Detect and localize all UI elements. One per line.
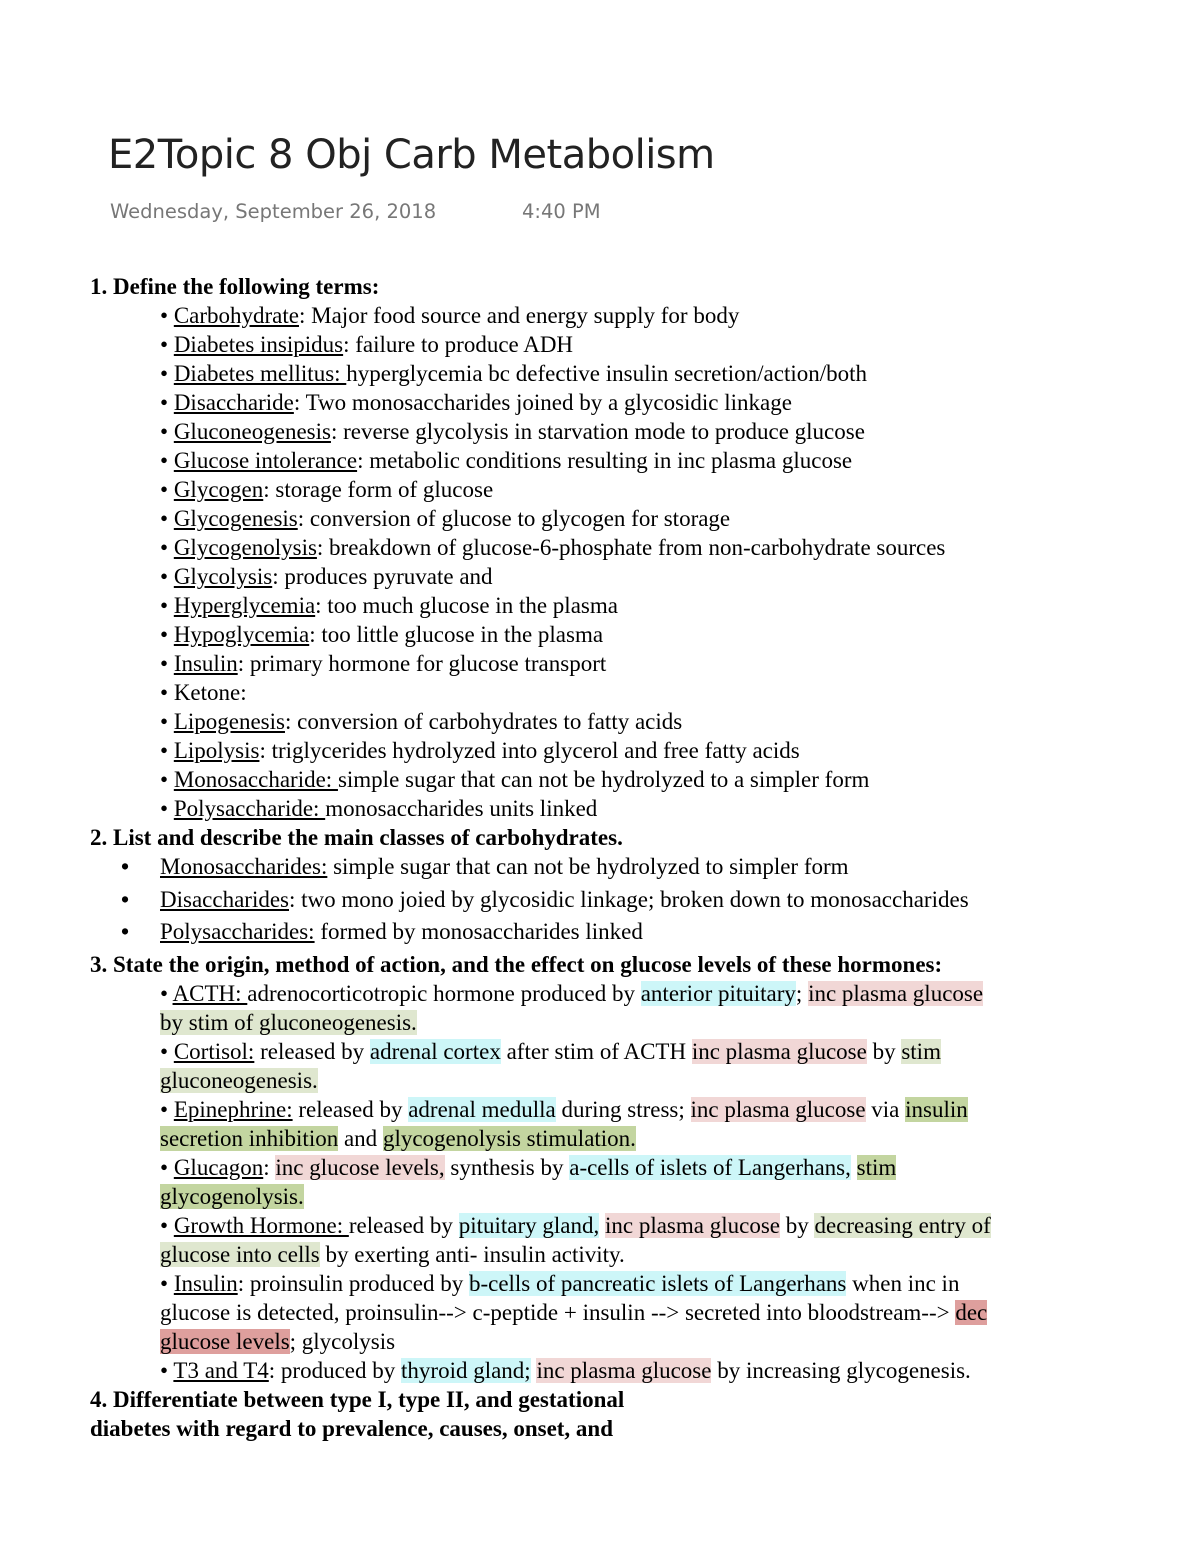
definition-item: • Glucose intolerance: metabolic conditions resulting in inc plasma glucose	[160, 448, 853, 473]
carb-class-term: Polysaccharides:	[160, 919, 315, 944]
definition-term: Carbohydrate	[173, 303, 299, 328]
carb-class-term: Monosaccharides:	[160, 854, 328, 879]
origin-highlight: adrenal medulla	[408, 1096, 556, 1122]
q1-heading: 1. Define the following terms:	[90, 274, 380, 299]
definition-item: • Lipogenesis: conversion of carbohydrates to fatty acids	[160, 709, 683, 734]
definition-text: : produces pyruvate and	[272, 564, 493, 589]
q2-class-list	[90, 852, 1150, 950]
origin-highlight: pituitary gland,	[458, 1212, 600, 1238]
q4-heading-line-1: 4. Differentiate between type I, type II, and gestational	[90, 1386, 625, 1412]
carb-class-item	[90, 885, 1150, 918]
definition-term: Glycogenolysis	[173, 535, 317, 560]
carb-class-text: formed by monosaccharides linked	[314, 919, 643, 944]
carb-class-term: Disaccharides	[160, 886, 289, 912]
origin-highlight: anterior pituitary	[640, 980, 796, 1006]
action-highlight: gluconeogenesis.	[160, 1067, 318, 1093]
definition-term: Monosaccharide:	[173, 767, 338, 792]
hormone-insulin-cont-2: glucose levels; glycolysis	[160, 1328, 396, 1354]
definition-text: : Major food source and energy supply for body	[299, 303, 740, 328]
hormone-epinephrine: • Epinephrine: released by adrenal medulla during stress; inc plasma glucose via insulin	[160, 1096, 968, 1122]
hormone-term: Insulin	[173, 1270, 238, 1296]
effect-highlight: inc plasma glucose	[691, 1038, 867, 1064]
definition-term: Glycolysis	[173, 564, 273, 589]
hormone-growth-hormone: • Growth Hormone: released by pituitary gland, inc plasma glucose by decreasing entry of	[160, 1212, 991, 1238]
action-highlight: secretion inhibition	[160, 1125, 339, 1151]
hormone-epinephrine-cont: secretion inhibition and glycogenolysis stimulation.	[160, 1125, 636, 1151]
hormone-glucagon-cont	[90, 1182, 1150, 1211]
bullet-icon: •	[120, 854, 130, 879]
definition-item: • Glycolysis: produces pyruvate and	[160, 564, 493, 589]
definition-text: : primary hormone for glucose transport	[237, 651, 607, 676]
definition-text: : conversion of carbohydrates to fatty acids	[284, 709, 683, 734]
definition-item: • Ketone:	[160, 680, 247, 705]
effect-highlight: inc glucose levels,	[275, 1154, 445, 1180]
effect-highlight: glucose levels	[160, 1328, 290, 1354]
effect-highlight: inc plasma glucose	[690, 1096, 866, 1122]
definition-term: Glycogen	[173, 477, 264, 502]
definition-text: : conversion of glucose to glycogen for storage	[297, 506, 731, 531]
action-highlight: insulin	[905, 1096, 968, 1122]
definition-item: • Glycogen: storage form of glucose	[160, 477, 494, 502]
definition-term: Lipogenesis	[173, 709, 285, 734]
definition-item: • Disaccharide: Two monosaccharides joined by a glycosidic linkage	[160, 390, 792, 415]
definition-item: • Lipolysis: triglycerides hydrolyzed into glycerol and free fatty acids	[160, 738, 800, 763]
q2-heading: 2. List and describe the main classes of carbohydrates.	[90, 825, 623, 850]
action-highlight: decreasing entry of	[814, 1212, 991, 1238]
definition-text: : triglycerides hydrolyzed into glycerol and free fatty acids	[259, 738, 800, 763]
definition-text: Ketone:	[173, 680, 247, 705]
definition-item: • Hypoglycemia: too little glucose in the plasma	[160, 622, 604, 647]
hormone-term: Cortisol:	[173, 1038, 255, 1064]
carb-class-item	[90, 852, 1150, 885]
note-body	[90, 272, 1150, 1443]
carb-class-text: simple sugar that can not be hydrolyzed to simpler form	[327, 854, 849, 879]
definition-text: hyperglycemia bc defective insulin secretion/action/both	[346, 361, 868, 386]
definition-term: Glycogenesis	[173, 506, 298, 531]
hormone-insulin-cont: glucose is detected, proinsulin--> c-peptide + insulin --> secreted into bloodstream--> dec	[160, 1299, 988, 1325]
definition-item: • Gluconeogenesis: reverse glycolysis in starvation mode to produce glucose	[160, 419, 865, 444]
hormone-term: T3 and T4	[173, 1357, 269, 1383]
definition-term: Gluconeogenesis	[173, 419, 331, 444]
effect-highlight: inc plasma glucose	[536, 1357, 712, 1383]
carb-class-text: : two mono joied by glycosidic linkage; broken down to monosaccharides	[289, 886, 969, 912]
definition-text: monosaccharides units linked	[325, 796, 598, 821]
hormone-t3-t4: • T3 and T4: produced by thyroid gland; inc plasma glucose by increasing glycogenesis.	[160, 1357, 971, 1383]
definition-text: : Two monosaccharides joined by a glycosidic linkage	[293, 390, 792, 415]
definition-item: • Diabetes mellitus: hyperglycemia bc defective insulin secretion/action/both	[160, 361, 868, 386]
carb-class-item	[90, 917, 1150, 950]
definition-item: • Diabetes insipidus: failure to produce ADH	[160, 332, 574, 357]
effect-highlight: dec	[955, 1299, 988, 1325]
effect-highlight: inc plasma glucose	[604, 1212, 780, 1238]
definition-term: Insulin	[173, 651, 238, 676]
action-highlight: glycogenolysis.	[160, 1183, 304, 1209]
hormone-cortisol: • Cortisol: released by adrenal cortex after stim of ACTH inc plasma glucose by stim	[160, 1038, 941, 1064]
definition-text: : breakdown of glucose-6-phosphate from non-carbohydrate sources	[316, 535, 946, 560]
hormone-cortisol-cont	[90, 1066, 1150, 1095]
bullet-icon: •	[120, 886, 130, 912]
definition-item: • Glycogenesis: conversion of glucose to glycogen for storage	[160, 506, 731, 531]
definition-term: Glucose intolerance	[173, 448, 358, 473]
definition-text: simple sugar that can not be hydrolyzed to a simpler form	[337, 767, 870, 792]
origin-highlight: a-cells of islets of Langerhans,	[569, 1154, 851, 1180]
origin-highlight: b-cells of pancreatic islets of Langerhans	[468, 1270, 847, 1296]
definition-term: Polysaccharide:	[173, 796, 326, 821]
hormone-term: Glucagon	[173, 1154, 264, 1180]
definition-text: : metabolic conditions resulting in inc plasma glucose	[357, 448, 853, 473]
action-highlight: glycogenolysis stimulation.	[382, 1125, 636, 1151]
definition-term: Lipolysis	[173, 738, 260, 763]
definition-item: • Hyperglycemia: too much glucose in the plasma	[160, 593, 618, 618]
hormone-insulin: • Insulin: proinsulin produced by b-cells of pancreatic islets of Langerhans when inc in	[160, 1270, 960, 1296]
origin-highlight: adrenal cortex	[369, 1038, 501, 1064]
page-date: Wednesday, September 26, 2018	[110, 200, 437, 223]
page-title: E2Topic 8 Obj Carb Metabolism	[108, 132, 715, 178]
origin-highlight: thyroid gland;	[401, 1357, 531, 1383]
definition-text: : reverse glycolysis in starvation mode to produce glucose	[330, 419, 865, 444]
action-highlight: stim	[856, 1154, 897, 1180]
effect-highlight: inc plasma glucose	[808, 980, 984, 1006]
hormone-term: Growth Hormone:	[173, 1212, 349, 1238]
hormone-glucagon: • Glucagon: inc glucose levels, synthesis by a-cells of islets of Langerhans, stim	[160, 1154, 897, 1180]
q3-heading: 3. State the origin, method of action, and the effect on glucose levels of these hormones:	[90, 951, 943, 977]
hormone-acth-cont	[90, 1008, 1150, 1037]
q4-heading-line-2: diabetes with regard to prevalence, causes, onset, and	[90, 1415, 614, 1441]
definition-item: • Glycogenolysis: breakdown of glucose-6-phosphate from non-carbohydrate sources	[160, 535, 946, 560]
page-time: 4:40 PM	[522, 200, 601, 223]
hormone-term: Epinephrine:	[173, 1096, 293, 1122]
definition-item: • Insulin: primary hormone for glucose transport	[160, 651, 607, 676]
action-highlight: stim	[901, 1038, 941, 1064]
definition-term: Hyperglycemia	[173, 593, 316, 618]
definition-text: : too little glucose in the plasma	[309, 622, 604, 647]
action-highlight: glucose into cells	[160, 1241, 320, 1267]
definition-term: Diabetes mellitus:	[173, 361, 347, 386]
definition-term: Disaccharide	[173, 390, 294, 415]
definition-term: Hypoglycemia	[173, 622, 310, 647]
definition-item: • Carbohydrate: Major food source and energy supply for body	[160, 303, 740, 328]
hormone-term: ACTH:	[172, 980, 248, 1006]
definition-text: : too much glucose in the plasma	[315, 593, 618, 618]
bullet-icon: •	[120, 919, 130, 944]
hormone-acth: • ACTH: adrenocorticotropic hormone produced by anterior pituitary; inc plasma glucose	[160, 980, 984, 1006]
definition-text: : failure to produce ADH	[343, 332, 574, 357]
definition-text: : storage form of glucose	[263, 477, 494, 502]
action-highlight: by stim of gluconeogenesis.	[160, 1009, 417, 1035]
definition-item: • Polysaccharide: monosaccharides units linked	[160, 796, 598, 821]
hormone-growth-hormone-cont: glucose into cells by exerting anti- insulin activity.	[160, 1241, 625, 1267]
definition-item: • Monosaccharide: simple sugar that can not be hydrolyzed to a simpler form	[160, 767, 870, 792]
q1-term-list	[90, 301, 1150, 823]
definition-term: Diabetes insipidus	[173, 332, 344, 357]
